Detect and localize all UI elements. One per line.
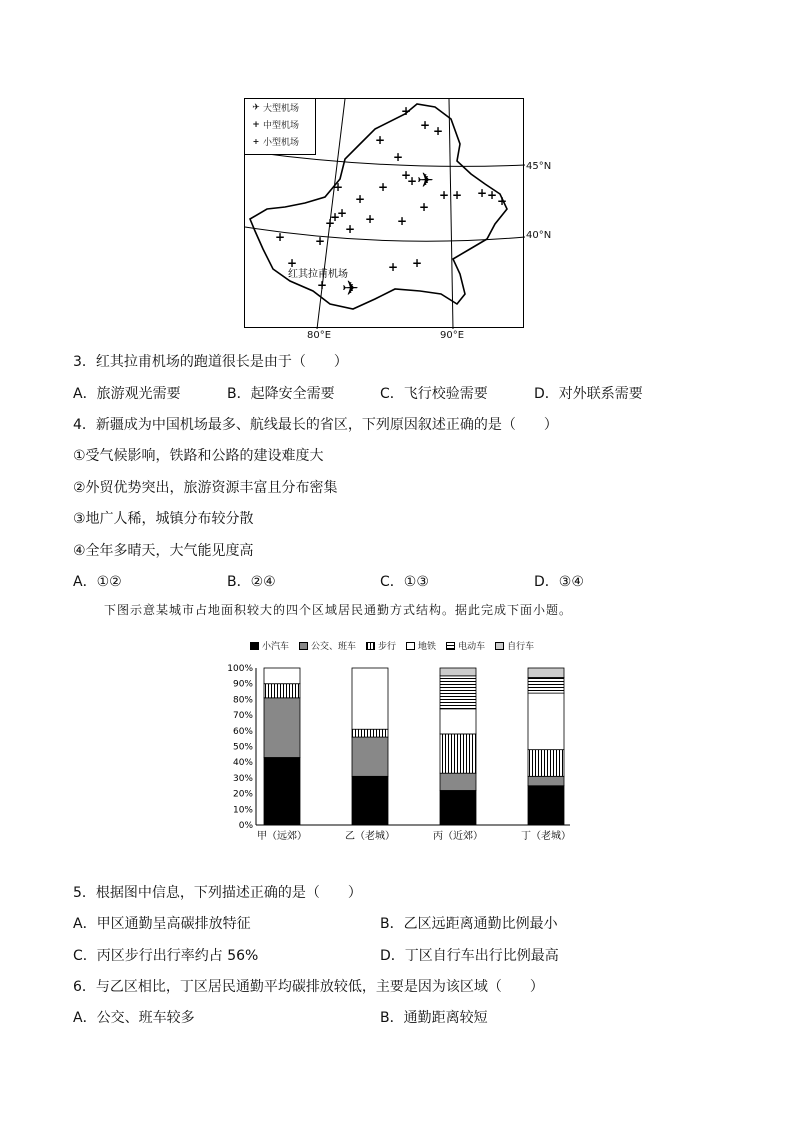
svg-text:+: + xyxy=(420,118,431,132)
question-6: 6．与乙区相比，丁区居民通勤平均碳排放较低，主要是因为该区域（ ） xyxy=(73,979,544,995)
commute-chart xyxy=(220,660,580,850)
bar-segment xyxy=(352,729,388,737)
bar-segment xyxy=(440,668,476,676)
svg-text:✈: ✈ xyxy=(417,168,434,192)
y-tick-label: 0% xyxy=(238,821,253,831)
bar-segment xyxy=(264,684,300,698)
meridian-90 xyxy=(449,99,453,329)
q3-option-b[interactable]: B．起降安全需要 xyxy=(227,386,335,402)
medium-airport-icon: + xyxy=(252,119,260,130)
lat-45-label: 45°N xyxy=(526,161,552,172)
q6-option-a[interactable]: A．公交、班车较多 xyxy=(73,1010,195,1026)
svg-text:+: + xyxy=(407,174,418,188)
q4-statement-4: ④全年多晴天，大气能见度高 xyxy=(73,543,254,559)
x-tick-label: 丙（近郊） xyxy=(433,831,483,842)
svg-text:+: + xyxy=(330,210,341,224)
q4-statement-2: ②外贸优势突出，旅游资源丰富且分布密集 xyxy=(73,480,338,496)
y-tick-label: 80% xyxy=(232,695,253,706)
q5-option-d[interactable]: D．丁区自行车出行比例最高 xyxy=(380,948,559,964)
parallel-40 xyxy=(245,227,525,241)
question-3: 3．红其拉甫机场的跑道很长是由于（ ） xyxy=(73,354,348,370)
q6-option-b[interactable]: B．通勤距离较短 xyxy=(380,1010,488,1026)
bar-segment xyxy=(440,676,476,709)
x-tick-label: 乙（老城） xyxy=(345,831,395,842)
svg-text:+: + xyxy=(393,150,404,164)
svg-text:+: + xyxy=(433,124,444,138)
y-tick-label: 50% xyxy=(232,742,253,753)
bar-segment xyxy=(264,668,300,684)
svg-text:+: + xyxy=(401,168,412,182)
y-tick-label: 40% xyxy=(232,758,253,769)
bar-segment xyxy=(264,698,300,758)
hongqilafu-label: 红其拉甫机场 xyxy=(288,269,348,280)
y-tick-label: 60% xyxy=(232,726,253,737)
svg-text:+: + xyxy=(365,212,376,226)
bar-segment xyxy=(528,776,564,785)
q4-option-b[interactable]: B．②④ xyxy=(227,574,276,590)
svg-text:+: + xyxy=(401,104,412,118)
q3-option-c[interactable]: C．飞行校验需要 xyxy=(380,386,488,402)
lon-80-label: 80°E xyxy=(307,330,332,341)
bar-segment xyxy=(440,734,476,773)
x-tick-label: 丁（老城） xyxy=(521,831,571,842)
svg-text:+: + xyxy=(345,222,356,236)
question-5: 5．根据图中信息，下列描述正确的是（ ） xyxy=(73,885,362,901)
svg-text:+: + xyxy=(497,194,508,208)
bar-segment xyxy=(440,709,476,734)
q5-option-b[interactable]: B．乙区远距离通勤比例最小 xyxy=(380,916,558,932)
bar-segment xyxy=(440,790,476,825)
svg-text:+: + xyxy=(477,186,488,200)
bar-segment xyxy=(528,786,564,825)
svg-text:+: + xyxy=(333,180,344,194)
svg-text:+: + xyxy=(439,188,450,202)
bar-segment xyxy=(352,668,388,729)
y-tick-label: 30% xyxy=(232,773,253,784)
q4-option-d[interactable]: D．③④ xyxy=(534,574,584,590)
svg-text:+: + xyxy=(325,216,336,230)
bar-segment xyxy=(440,773,476,790)
q4-statement-1: ①受气候影响，铁路和公路的建设难度大 xyxy=(73,448,324,464)
lat-40-label: 40°N xyxy=(526,230,552,241)
svg-text:+: + xyxy=(315,234,326,248)
svg-text:+: + xyxy=(412,256,423,270)
map-legend: ✈ 大型机场 + 中型机场 + 小型机场 xyxy=(245,99,316,155)
svg-text:+: + xyxy=(388,260,399,274)
bar-segment xyxy=(528,693,564,750)
svg-text:+: + xyxy=(355,192,366,206)
chart-intro: 下图示意某城市占地面积较大的四个区域居民通勤方式结构。据此完成下面小题。 xyxy=(104,603,573,617)
x-tick-label: 甲（远郊） xyxy=(257,831,307,842)
chart-legend: 小汽车 公交、班车 步行 地铁 电动车 自行车 xyxy=(250,639,534,652)
q3-option-d[interactable]: D．对外联系需要 xyxy=(534,386,643,402)
svg-text:✈: ✈ xyxy=(342,276,359,300)
bar-segment xyxy=(528,750,564,777)
svg-text:+: + xyxy=(397,214,408,228)
svg-text:+: + xyxy=(275,230,286,244)
q4-option-c[interactable]: C．①③ xyxy=(380,574,429,590)
svg-text:+: + xyxy=(487,188,498,202)
y-tick-label: 10% xyxy=(232,805,253,816)
q3-option-a[interactable]: A．旅游观光需要 xyxy=(73,386,181,402)
bar-segment xyxy=(528,668,564,677)
svg-text:+: + xyxy=(452,188,463,202)
small-airport-icon: + xyxy=(252,137,260,146)
bar-segment xyxy=(264,757,300,825)
airport-map xyxy=(244,98,524,328)
q5-option-c[interactable]: C．丙区步行出行率约占 56% xyxy=(73,948,259,964)
y-tick-label: 70% xyxy=(232,711,253,722)
svg-text:+: + xyxy=(419,200,430,214)
y-tick-label: 20% xyxy=(232,789,253,800)
svg-text:+: + xyxy=(378,180,389,194)
svg-text:+: + xyxy=(337,206,348,220)
question-4: 4．新疆成为中国机场最多、航线最长的省区，下列原因叙述正确的是（ ） xyxy=(73,417,558,433)
q4-statement-3: ③地广人稀，城镇分布较分散 xyxy=(73,511,254,527)
q5-option-a[interactable]: A．甲区通勤呈高碳排放特征 xyxy=(73,916,251,932)
y-tick-label: 100% xyxy=(227,664,253,674)
q4-option-a[interactable]: A．①② xyxy=(73,574,122,590)
svg-text:+: + xyxy=(317,278,328,292)
lon-90-label: 90°E xyxy=(440,330,465,341)
large-airport-icon: ✈ xyxy=(252,102,260,113)
bar-segment xyxy=(528,677,564,693)
bar-segment xyxy=(352,737,388,776)
y-tick-label: 90% xyxy=(232,679,253,690)
svg-text:+: + xyxy=(375,133,386,147)
bar-segment xyxy=(352,776,388,825)
svg-text:+: + xyxy=(287,256,298,270)
